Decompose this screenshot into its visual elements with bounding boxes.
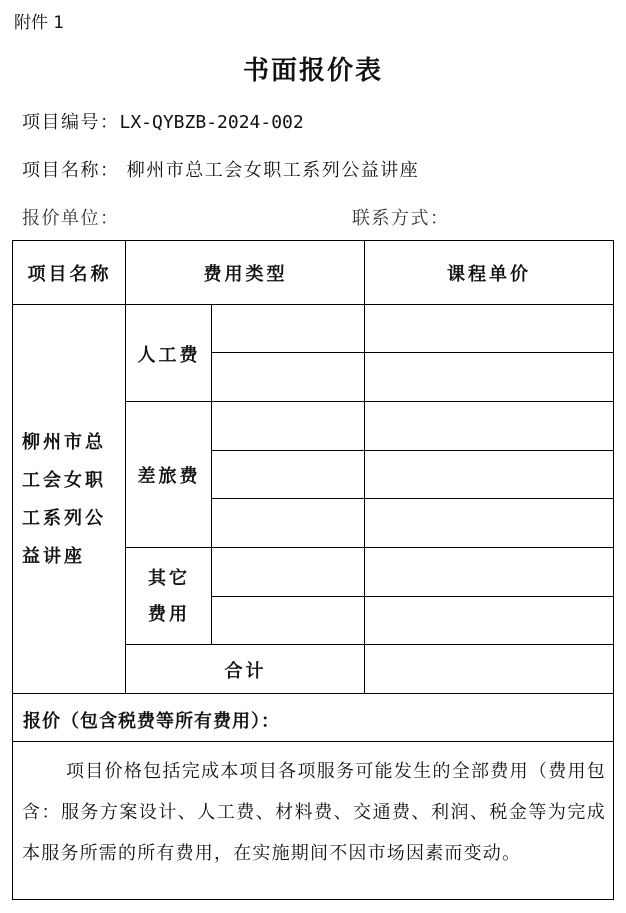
row-divider xyxy=(212,596,613,597)
contact-label: 联系方式： xyxy=(352,208,450,229)
header-fee-type: 费用类型 xyxy=(203,264,288,285)
category-labor: 人工费 xyxy=(137,344,201,366)
row-divider xyxy=(212,450,613,451)
column-divider xyxy=(125,241,126,694)
row-divider xyxy=(13,693,613,694)
quote-unit-label: 报价单位： xyxy=(22,208,120,229)
project-code-line xyxy=(22,108,304,134)
header-project-name: 项目名称 xyxy=(27,264,112,285)
category-other xyxy=(126,548,212,645)
row-divider xyxy=(212,498,613,499)
contact-line xyxy=(352,204,450,230)
project-name-value: 柳州市总工会女职工系列公益讲座 xyxy=(126,160,420,181)
row-divider xyxy=(126,401,613,402)
total-label: 合计 xyxy=(224,660,267,682)
project-name-cell-text: 柳州市总工会女职工系列公益讲座 xyxy=(22,431,106,567)
column-divider xyxy=(211,305,212,645)
row-divider xyxy=(126,547,613,548)
project-name-cell xyxy=(13,305,126,694)
project-code-label: 项目编号： xyxy=(22,112,120,133)
quote-unit-line xyxy=(22,204,120,230)
header-unit-price: 课程单价 xyxy=(447,264,531,285)
page-title: 书面报价表 xyxy=(242,56,383,86)
offer-label: 报价（包含税费等所有费用）： xyxy=(23,711,280,732)
project-name-line xyxy=(22,156,419,182)
project-name-label: 项目名称： xyxy=(22,160,120,181)
row-divider xyxy=(126,644,613,645)
column-divider xyxy=(364,241,365,694)
attachment-label: 附件 1 xyxy=(14,13,65,33)
project-code-value: LX-QYBZB-2024-002 xyxy=(119,112,304,133)
quote-table xyxy=(12,240,614,900)
row-divider xyxy=(212,352,613,353)
category-travel: 差旅费 xyxy=(137,466,201,487)
row-divider xyxy=(13,741,613,742)
row-divider xyxy=(13,304,613,305)
price-note: 项目价格包括完成本项目各项服务可能发生的全部费用（费用包含：服务方案设计、人工费、材料费、交通费、利润、税金等为完成本服务所需的所有费用，在实施期间不因市场因素而变动。 xyxy=(22,761,606,864)
category-other-text: 其它费用 xyxy=(148,567,190,625)
